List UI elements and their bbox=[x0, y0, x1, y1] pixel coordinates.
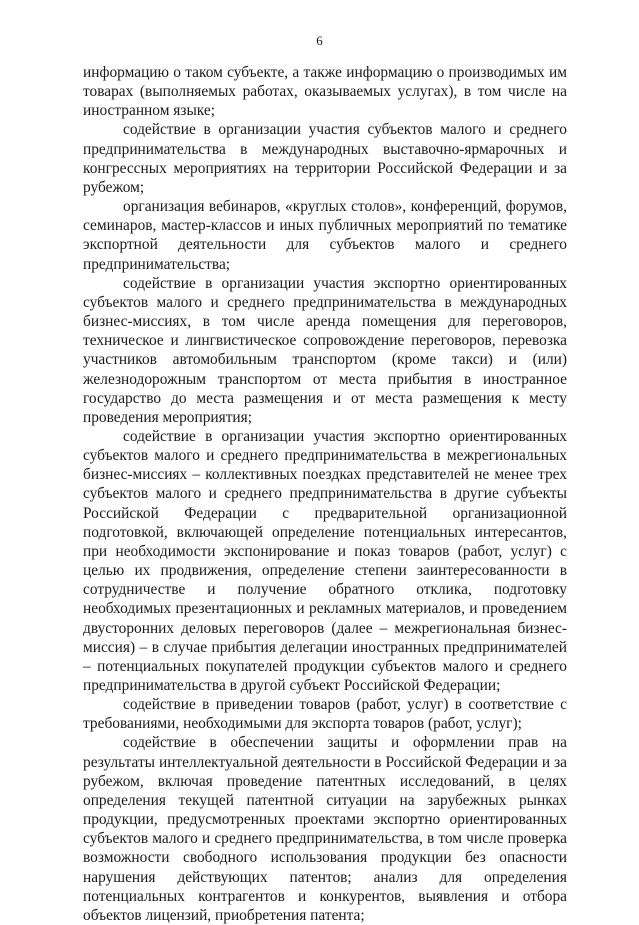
paragraph-international-missions: содействие в организации участия экспортно ориентированных субъектов малого и среднего предпринимательства в международных бизнес-миссиях, в том числе аренда помещения для переговоров, техническое и лингвистическое сопровождение переговоров, перевозка участников автомобильным транспортом (кроме такси) и (или) железнодорожным транспортом от места прибытия в иностранное государство до места размещения и от места размещения к месту проведения мероприятия; bbox=[83, 274, 567, 426]
paragraph-webinars: организация вебинаров, «круглых столов», конференций, форумов, семинаров, мастер-классов и иных публичных мероприятий по тематике экспортной деятельности для субъектов малого и среднего предпринимательства; bbox=[83, 198, 567, 273]
paragraph-ip-protection: содействие в обеспечении защиты и оформлении прав на результаты интеллектуальной деятельности в Российской Федерации и за рубежом, включая проведение патентных исследований, в целях определения текущей патентной ситуации на зарубежных рынках продукции, предусмотренных проектами экспортно ориентированных субъектов малого и среднего предпринимательства, в том числе проверка возможности свободного использования продукции без опасности нарушения действующих патентов; анализ для определения потенциальных контрагентов и конкурентов, выявления и отбора объектов лицензий, приобретения патента; bbox=[83, 734, 567, 924]
paragraph-exhibition-support: содействие в организации участия субъектов малого и среднего предпринимательства в международных выставочно-ярмарочных и конгрессных мероприятиях на территории Российской Федерации и за рубежом; bbox=[83, 121, 567, 196]
paragraph-interregional-missions: содействие в организации участия экспортно ориентированных субъектов малого и среднего предпринимательства в межрегиональных бизнес-миссиях – коллективных поездках представителей не менее трех субъектов малого и среднего предпринимательства в другие субъекты Российской Федерации с предварительной организационной подготовкой, включающей определение потенциальных интересантов, при необходимости экспонирование и показ товаров (работ, услуг) с целью их продвижения, определение степени заинтересованности в сотрудничестве и получение обратного отклика, подготовку необходимых презентационных и рекламных материалов, и проведением двусторонних деловых переговоров (далее – межрегиональная бизнес-миссия) – в случае прибытия делегации иностранных предпринимателей – потенциальных покупателей продукции субъектов малого и среднего предпринимательства в другой субъект Российской Федерации; bbox=[83, 427, 567, 694]
paragraph-export-requirements: содействие в приведении товаров (работ, услуг) в соответствие с требованиями, необходимыми для экспорта товаров (работ, услуг); bbox=[83, 696, 567, 733]
page-number: 6 bbox=[316, 33, 323, 48]
document-body bbox=[83, 63, 567, 925]
paragraph-continuation: информацию о таком субъекте, а также информацию о производимых им товарах (выполняемых работах, оказываемых услугах), в том числе на иностранном языке; bbox=[83, 64, 567, 120]
